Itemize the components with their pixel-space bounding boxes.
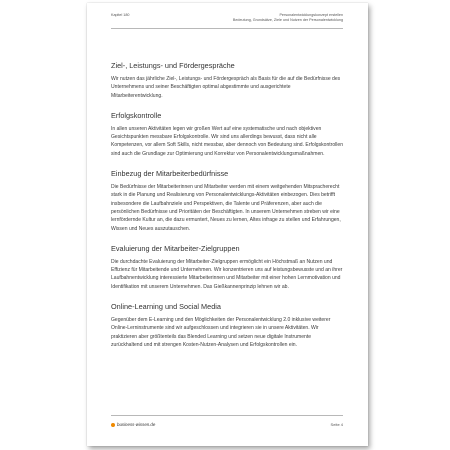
header-titles [233, 13, 343, 22]
section [111, 244, 343, 291]
section [111, 111, 343, 158]
page-number: Seite 4 [330, 422, 343, 427]
brand-name: business-wissen.de [117, 422, 156, 427]
section-paragraph: In allen unseren Aktivitäten legen wir großen Wert auf eine systematische und nach objektiven Gesichtspunkten messbare Erfolgskontrolle. Wir sind uns allerdings bewusst, dass nicht alle Kompetenzen, vor allem Soft Skills, nicht messbar, aber dennoch von Bedeutung sind. Erfolgskontrollen sind auch die Grundlage zur Optimierung und Korrektur von Personalentwicklungsmaßnahmen. [111, 125, 344, 157]
section-heading: Einbezug der Mitarbeiterbedürfnisse [111, 169, 229, 179]
page-header [111, 3, 343, 29]
section-paragraph: Gegenüber dem E-Learning und den Möglichkeiten der Personalentwicklung 2.0 inklusive weiterer Online-Lerninstrumente sind wir aufgeschlossen und integrieren sie in unsere Aktivitäten. Wir praktizieren aber größtenteils das Blended Learning und setzen neue digitale Instrumente zurückhaltend und mit strengen Kosten-Nutzen-Analysen und Erfolgskontrollen ein. [111, 317, 331, 348]
section-heading: Online-Learning und Social Media [111, 302, 221, 312]
section-heading: Ziel-, Leistungs- und Fördergespräche [111, 61, 235, 70]
page-footer [111, 415, 343, 432]
document-page [87, 3, 368, 446]
brand-dot-icon [111, 423, 115, 427]
header-subtitle: Bedeutung, Grundsätze, Ziele und Nutzen der Personalentwicklung [232, 17, 343, 22]
section-heading: Evaluierung der Mitarbeiter-Zielgruppen [111, 243, 240, 253]
header-title: Personalentwicklungskonzept erstellen [279, 13, 343, 17]
brand-logo [111, 422, 155, 427]
chapter-label: Kapitel 180 [111, 13, 130, 17]
section [111, 169, 343, 233]
section [111, 302, 343, 349]
section-paragraph: Die durchdachte Evaluierung der Mitarbeiter-Zielgruppen ermöglicht ein Höchstmaß an Nutzen und Effizienz für Mitarbeitende und Unternehmen. Wir konzentrieren uns auf leistungsbewusste und an ihrer Laufbahnentwicklung interessierte Mitarbeiterinnen und Mitarbeiter mit einer hohen Lernmotivation und Identifikation mit unserem Unternehmen. Das Gießkannenprinzip lehnen wir ab. [111, 258, 343, 290]
section-heading: Erfolgskontrolle [111, 110, 162, 120]
section-paragraph: Die Bedürfnisse der Mitarbeiterinnen und Mitarbeiter werden mit einem weitgehenden Mitspracherecht stark in die Planung und Realisierung von Personalentwicklungs-Aktivitäten einbezogen. Dies betrifft insbesondere die Laufbahnziele und Perspektiven, die Talente und Präferenzen, aber auch die persönlichen Bedürfnisse und Prioritäten der Beschäftigten. In unserem Unternehmen streben wir eine lernfördernde Kultur an, die dazu ermuntert, Neues zu lernen, Altes infrage zu stellen und Erfahrungen, Wissen und Neues auszutauschen. [111, 184, 341, 232]
page-body [111, 29, 343, 349]
section [111, 61, 343, 100]
section-paragraph: Wir nutzen das jährliche Ziel-, Leistungs- und Fördergespräch als Basis für die auf die Bedürfnisse des Unternehmens und seiner Beschäftigten optimal abgestimmte und ausgerichtete Mitarbeiterentwicklung. [111, 76, 341, 99]
